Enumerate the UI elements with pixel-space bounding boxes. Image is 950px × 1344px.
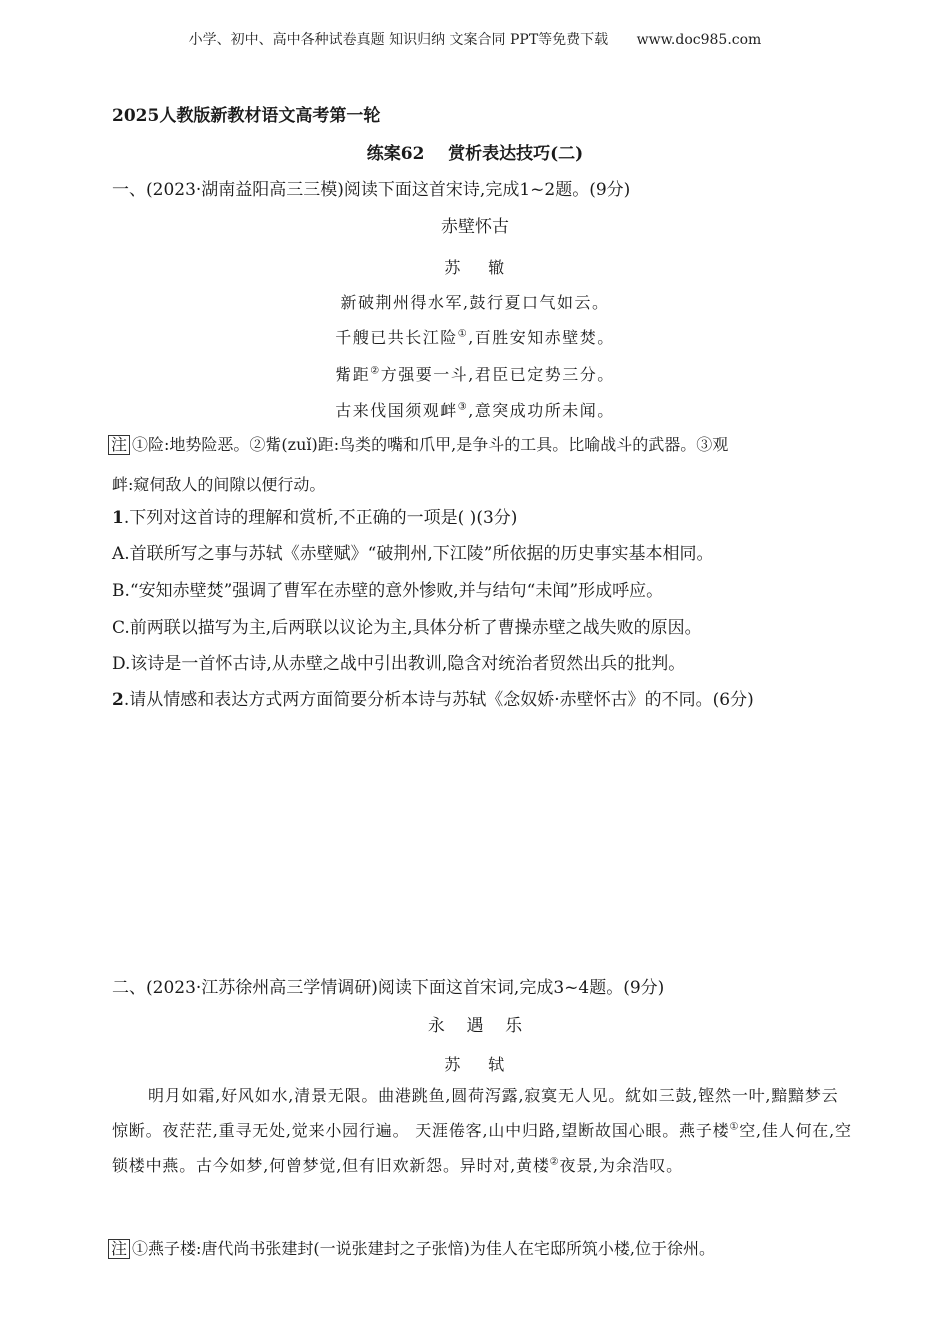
section1-poem-author: 苏 辙 — [444, 258, 506, 277]
section2-heading: 二、(2023·江苏徐州高三学情调研)阅读下面这首宋词,完成3~4题。(9分) — [112, 978, 665, 998]
note-line-1: ①险:地势险恶。②觜(zuǐ)距:鸟类的嘴和爪甲,是争斗的工具。比喻战斗的武器。③观 — [132, 435, 729, 454]
ci-body-part-1: 明月如霜,好风如水,清景无限。曲港跳鱼,圆荷泻露,寂寞无人见。紞如三鼓,铿然一叶,黯黯梦云惊断。夜茫茫,重寻无处,觉来小园行遍。 天涯倦客,山中归路,望断故国心眼。燕子楼 — [112, 1086, 839, 1140]
poem-line — [0, 398, 950, 421]
poem-line-text: 方强要一斗,君臣已定势三分。 — [380, 365, 615, 384]
page-header — [0, 29, 950, 49]
note-line-2: 衅:窥伺敌人的间隙以便行动。 — [112, 475, 326, 494]
section1-note — [108, 432, 728, 455]
question-number: 1 — [112, 508, 124, 528]
poem-line-text: 新破荆州得水军,鼓行夏口气如云。 — [340, 293, 610, 312]
section1-poem-title: 赤壁怀古 — [441, 217, 509, 237]
poem-line — [0, 325, 950, 348]
option-c: C.前两联以描写为主,后两联以议论为主,具体分析了曹操赤壁之战失败的原因。 — [112, 618, 702, 638]
question-number: 2 — [112, 690, 124, 710]
footnote-marker: ② — [370, 365, 381, 377]
section1-heading: 一、(2023·湖南益阳高三三模)阅读下面这首宋诗,完成1~2题。(9分) — [112, 180, 631, 200]
option-b: B.“安知赤壁焚”强调了曹军在赤壁的意外惨败,并与结句“未闻”形成呼应。 — [112, 581, 664, 601]
header-url[interactable]: www.doc985.com — [636, 32, 762, 48]
footnote-marker: ③ — [457, 401, 469, 413]
ci-body — [112, 1078, 852, 1183]
question-text: .请从情感和表达方式两方面简要分析本诗与苏轼《念奴娇·赤壁怀古》的不同。(6分) — [123, 690, 754, 710]
note-tag: 注 — [108, 1239, 130, 1259]
footnote-marker: ① — [457, 328, 469, 340]
lesson-title: 练案62 赏析表达技巧(二) — [366, 144, 584, 164]
poem-line-text: 古来伐国须观衅 — [335, 401, 458, 420]
option-a: A.首联所写之事与苏轼《赤壁赋》“破荆州,下江陵”所依据的历史事实基本相同。 — [112, 544, 714, 564]
question-1 — [112, 510, 517, 527]
poem-line — [0, 290, 950, 313]
ci-body-part-3: 夜景,为余浩叹。 — [559, 1156, 683, 1175]
poem-line-text: ,意突成功所未闻。 — [468, 401, 615, 420]
section2-note — [108, 1236, 715, 1259]
poem-line — [0, 362, 950, 385]
header-site-text: 小学、初中、高中各种试卷真题 知识归纳 文案合同 PPT等免费下载 — [188, 32, 609, 48]
footnote-marker: ② — [549, 1156, 560, 1168]
doc-title: 2025人教版新教材语文高考第一轮 — [112, 106, 381, 126]
question-2 — [112, 692, 754, 709]
poem-line-text: ,百胜安知赤壁焚。 — [468, 328, 615, 347]
note-tag: 注 — [108, 435, 130, 455]
footnote-marker: ① — [729, 1121, 740, 1133]
section2-poem-author: 苏 轼 — [444, 1055, 506, 1074]
poem-line-text: 千艘已共长江险 — [335, 328, 458, 347]
option-d: D.该诗是一首怀古诗,从赤壁之战中引出教训,隐含对统治者贸然出兵的批判。 — [112, 654, 686, 674]
poem-line-text: 觜距 — [335, 365, 371, 384]
section2-poem-title: 永 遇 乐 — [427, 1016, 523, 1036]
ci-body-part-2: 空,佳人何在,空锁楼中燕。古今如梦,何曾梦觉,但有旧欢新怨。异时对,黄楼 — [112, 1121, 852, 1175]
question-text: .下列对这首诗的理解和赏析,不正确的一项是( )(3分) — [123, 508, 518, 528]
note-line-1: ①燕子楼:唐代尚书张建封(一说张建封之子张愔)为佳人在宅邸所筑小楼,位于徐州。 — [132, 1239, 715, 1258]
